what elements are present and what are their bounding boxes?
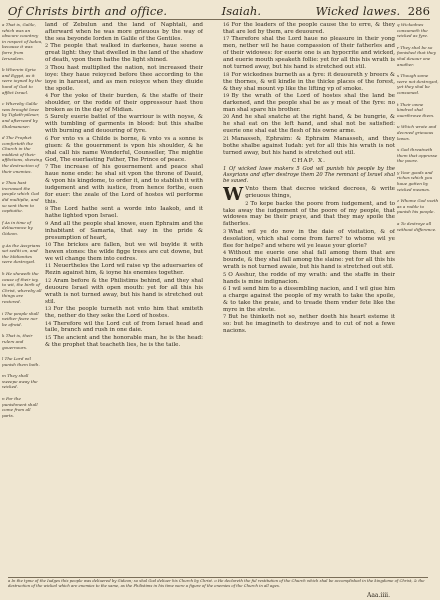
verse-number: 16 [223, 22, 230, 28]
verse-number: 8 [45, 206, 49, 213]
right-column-top-verses [223, 22, 395, 157]
drop-capital: W [223, 184, 244, 206]
verse [45, 43, 203, 64]
verse-text: Therefore wil the Lord cut of from Israel head and taile, branch and rush in one daie. [45, 320, 203, 334]
verse [223, 272, 395, 286]
verse-text: Neuertheles the Lord wil raise vp the aduersaries of Rezin against him, & ioyne his enemies together. [45, 263, 203, 277]
verse [223, 286, 395, 314]
header-right-group [316, 4, 430, 18]
verse-text: Aram before & the Philistims behind, and they shal deuoure Israel with open mouth: yet for all this his wrath is not turned away, but his hand is stretched out stil. [45, 277, 203, 305]
verse-text: Manasseh, Ephraim: & Ephraim Manasseh, and they bothe shalbe against Iudah: yet for all this his wrath is not turned away, but his hand is stretched out stil. [223, 135, 395, 156]
verse-number: 7 [223, 314, 227, 321]
margin-note: i The people shall neither feare nor be afraid. [2, 310, 39, 327]
center-gutter [205, 22, 221, 576]
verse [223, 229, 395, 250]
verse [223, 201, 395, 229]
verse-number: 15 [45, 334, 52, 341]
footnote [8, 577, 428, 596]
verse-number: 4 [45, 93, 49, 100]
verse-number: 6 [45, 135, 49, 142]
margin-note: x God threatneth them that oppresse the poore. [397, 147, 438, 164]
verse-text: I wil send him to a dissembling nacion, and I wil giue him a charge against the people of my wrath to take the spoile, & to take the praie, and to treade them vnder fete like the myre in the strete. [223, 286, 395, 313]
margin-note: z Whome God vseth as a rodde to punish his people. [397, 198, 439, 215]
verse [45, 278, 203, 306]
verse-number: 9 [45, 220, 49, 227]
margin-note: m They shall sweepe away the wicked. [2, 373, 38, 390]
verse [223, 136, 395, 157]
verse-number: 5 [223, 271, 227, 278]
verse-number: 17 [223, 36, 230, 43]
verse [45, 93, 203, 114]
verse-text: For the people turneth not vnto him that smiteth the, nether do they seke the Lord of hostes. [45, 306, 203, 320]
margin-note: r They shal be so famished that they shal deuour one another. [397, 44, 436, 67]
verse-number: 20 [223, 114, 230, 121]
verse-number: 2 [45, 43, 49, 50]
verse-text: For the yoke of their burden, & the staffe of their shoulder, or the rodde of their oppressour hast thou broken as in the day of Midian. [45, 93, 203, 113]
margin-note: y Your goods and riches which you haue gotten by wicked meanes. [397, 169, 433, 192]
verse [45, 136, 203, 164]
right-margin-notes [397, 22, 439, 578]
margin-note: h He sheweth the cause of their ioy, to wit, the birth of Christ, whereby all things are restored. [2, 270, 42, 304]
signature-mark: Aaa.iiii. [367, 592, 390, 599]
verse [45, 164, 203, 206]
margin-note: f As in time of deliuerance by Gideon. [2, 219, 33, 236]
verse [45, 65, 203, 93]
verse [223, 72, 395, 93]
verse [45, 263, 203, 277]
margin-note: a That is, Galile, which was an obscure countrey in respect of Iudea, because it was farre from Ierusalem. [2, 22, 43, 61]
verse-number: 3 [223, 228, 227, 235]
left-margin-notes [2, 22, 43, 578]
verse-number: 18 [223, 71, 230, 78]
page-number: 286 [407, 4, 430, 18]
verse-text: land of Zebulun and the land of Naphtali, and afterward when he was more grieuous by the way of the sea beyonde Iorden in Galile of the Gentiles. [45, 22, 203, 42]
margin-note: u Which wrote and decreed grieuous lawes. [397, 124, 437, 141]
verse [223, 93, 395, 114]
margin-note: l The Lord wil punish them both. [2, 356, 40, 367]
verse-number: 4 [223, 250, 227, 257]
verse-text: And all the people shal knowe, euen Ephraim and the inhabitant of Samaria, that say in the pride & presumption of heart, [45, 220, 203, 241]
margin-note: e Thou hast increased the people which God did multiplie, and so sent them to captiuitie. [2, 180, 40, 214]
verse-text: The Lord hathe sent a worde into Iaakob, and it hathe lighted vpon Israel. [45, 206, 203, 220]
verse-text: The increase of his gouernement and peace shal haue none ende: he shal sit vpon the throne of Dauid, & vpon his kingdome, to order it, and to stablish it with iudgement and with iustice, from hence forthe, euen for euer: the zeale of the Lord of hostes wil performe this. [45, 164, 203, 205]
verse-text: The ancient and the honorable man, he is the head: & the prophet that teacheth lies, he is the taile. [45, 334, 203, 348]
margin-note: b Wherein Syria and Egypt, as it were ioyned by the hand of God to afflict Israel. [2, 67, 42, 95]
header-left-title: Of Christs birth and office. [8, 4, 168, 18]
verse-number: 19 [223, 93, 230, 100]
verse-text: The people that walked in darkenes, haue seene a great light: they that dwelled in the land of the shadow of death, vpon them hathe the light shined. [45, 43, 203, 64]
verse [223, 114, 395, 135]
margin-note: q Wickednes consumeth the wicked as fyre. [397, 22, 429, 39]
verse [223, 22, 395, 36]
verse-number: 3 [45, 64, 49, 71]
verse-number: 7 [45, 164, 49, 171]
verse-number: 14 [45, 320, 52, 327]
verse-number: 10 [45, 242, 52, 249]
header-book-name: Isaiah. [221, 4, 262, 18]
verse-text: Surely euerie battel of the warriour is with noyse, & with tumbling of garments in blood: but this shalbe with burning and deuouring of fyre. [45, 114, 203, 135]
verse-text: Thou hast multiplied the nation, not increased their ioye: they haue reioyced before thee according to the ioye in haruest, and as men reioyce when they diuide the spoile. [45, 64, 203, 92]
verse-number: 13 [45, 306, 52, 313]
verse [223, 184, 395, 206]
margin-note: c Whereby Galile was brought lowe by Tiglath-pileser, and afterward by Shalmaneser. [2, 101, 40, 129]
verse [223, 36, 395, 71]
right-column-bottom-verses [223, 186, 395, 335]
verse-text: For vnto vs a Childe is borne, & vnto vs a sonne is giuen: & the gouernment is vpon his shoulder, & he shal call his name Wonderful, Counseller, The mightie God, The euerlasting Father, The Prince of peace. [45, 135, 203, 163]
verse-text: To kepe backe the poore from iudgement, and to take away the iudgement of the poore of my people, that widowes may be their praye, and that they may spoile the fatherles. [223, 200, 395, 228]
verse-number: 5 [45, 114, 49, 121]
header-right-title: Wicked lawes. [315, 4, 401, 18]
verse [223, 314, 395, 335]
verse-text: But he thinketh not so, nether doeth his heart esteme it so: but he imagineth to destroye and to cut of not a fewe nacions. [223, 314, 395, 335]
footnote-text: a In the tyme of the Iudges this people was deliuered by Gideon; so shal God deliuer his Church by Christ. o He declareth the ful restitution of the Church which shal be accomplished in the kingdome of Christ, & the destruction of the wicked which are enemies to the same, as the Philistims in his time were a figure of the enemies of the Church in all ages. [8, 578, 425, 588]
margin-note: a To destroye all without difference. [397, 221, 437, 232]
verse-number: 12 [45, 277, 52, 284]
verse-text: The brickes are fallen, but we wil buylde it with hewen stones: the wilde figge trees are cut downe, but we wil change them into cedres. [45, 242, 203, 262]
verse [223, 250, 395, 271]
right-column-text [223, 22, 395, 576]
margin-note: g As the Assyrians set sediti on, and the Midianites were destroyed. [2, 242, 41, 265]
verse-number: 21 [223, 135, 230, 142]
verse [45, 242, 203, 263]
verse-text: Therefore shal the Lord haue no pleasure in their yong men, nether wil he haue compassion of their fatherles and of their widowes: for euerie one is an hypocrite and wicked, and euerie mouth speaketh follie: yet for all this his wrath is not turned away, but his hand is stretched out stil. [223, 36, 395, 71]
verse-text: And he shal snatche at the right hand, & be hungrie, & he shal eat on the left hand, and shal not be satisfied: euerie one shal eat the flesh of his owne arme. [223, 114, 395, 135]
verse-text: Vnto them that decree wicked decrees, & write grieuous things, [245, 186, 395, 200]
verse-text: By the wrath of the Lord of hostes shal the land be darkened, and the people shal be as y meat of the fyre: no man shal spare his brother. [223, 93, 395, 113]
margin-note: d The Prophet comforteth the Church in the middest of their afflictions, shewing the destruction of their enemies. [2, 135, 43, 174]
verse [45, 306, 203, 320]
verse-text: Without me euerie one shal fall among them that are bounde, & they shal fall among the slaine: yet for all this his wrath is not turned awaie, but his hand is stretched out stil. [223, 250, 395, 271]
margin-note: t Their owne kindred shal ouerthrowe them. [397, 101, 435, 118]
verse-text: For wickednes burneth as a fyre: it deuoureth y breers & the thornes, & wil kindle in the thicke places of the forest, & they shal mount vp like the lifting vp of smoke. [223, 71, 395, 92]
verse [45, 22, 203, 43]
chapter-heading: CHAP. X. [291, 157, 327, 164]
verse [45, 335, 203, 349]
verse-text: For the leaders of the people cause the to erre, & they that are led by them, are deuoured. [223, 22, 395, 35]
margin-note: n For the punishment shall come from all parts. [2, 396, 38, 418]
verse-number: 6 [223, 286, 227, 293]
verse [45, 321, 203, 335]
verse [45, 206, 203, 220]
verse-text: What wil ye do now in the daie of visitation, & of desolation, which shal come from farre? to whome wil ye flee for helpe? and where wil ye leaue your glorie? [223, 228, 395, 249]
verse [45, 221, 203, 242]
running-header [8, 4, 430, 20]
margin-note: s Though some were not destroyed, yet they shal be consumed. [397, 73, 439, 95]
verse-number: 2 [245, 200, 249, 207]
left-column-text [45, 22, 203, 576]
verse [45, 114, 203, 135]
verse-text: O Asshur, the rodde of my wrath: and the staffe in their hands is mine indignacion. [223, 271, 395, 285]
verse-number: 11 [45, 263, 52, 270]
chapter-argument: 1 Of wicked lawe makers 5 God wil punish his people by the Assyrians and after destroye them 20 The remnant of Israel shal be saued. [223, 165, 395, 184]
margin-note: k That is, their rulers and gouernours. [2, 333, 33, 350]
